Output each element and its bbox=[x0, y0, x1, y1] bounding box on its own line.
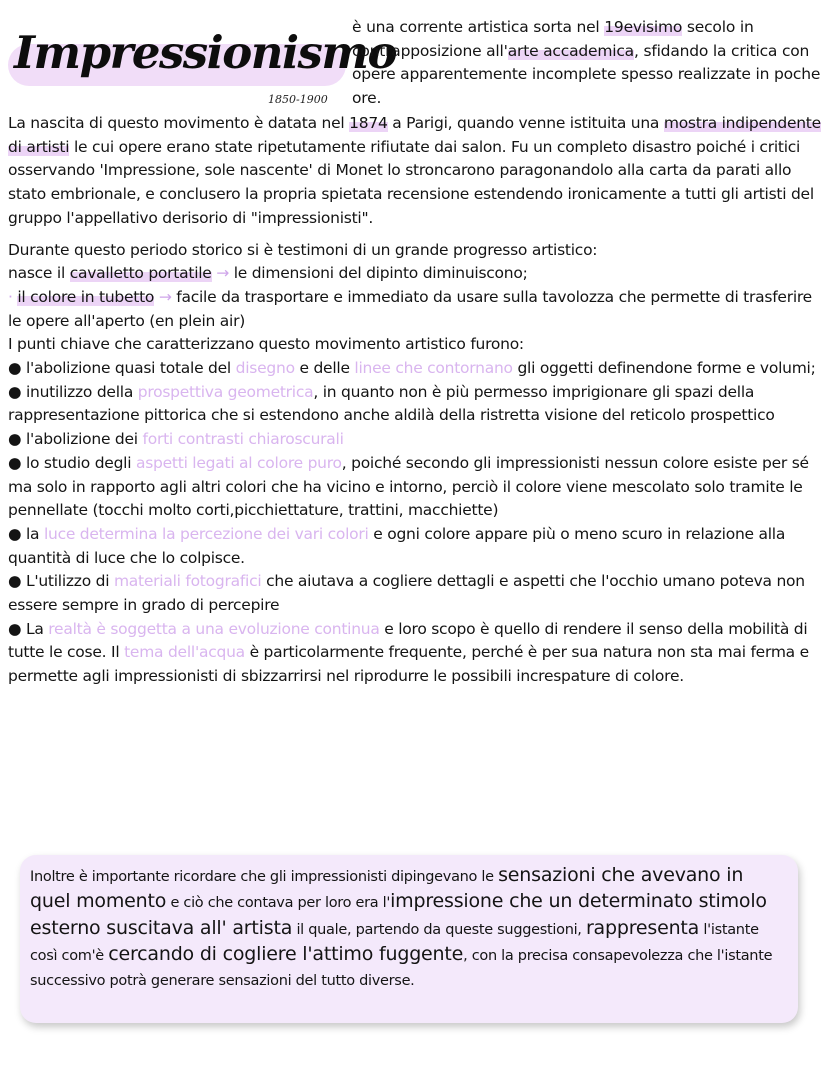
key-point-text: che aiutava a cogliere dettagli e aspetti che l'occhio umano poteva non essere sempre in grado di percepire bbox=[8, 572, 805, 615]
bullet-icon: ● bbox=[8, 453, 26, 472]
key-point-text: inutilizzo della bbox=[25, 382, 138, 401]
key-point bbox=[8, 618, 822, 689]
main-text bbox=[8, 112, 822, 689]
key-point-text: e loro scopo è quello di rendere il senso della mobilità di tutte le cose. Il bbox=[8, 619, 808, 662]
header bbox=[0, 0, 828, 112]
birth-text: La nascita di questo movimento è datata nel bbox=[8, 114, 350, 132]
summary-emphasis: impressione che un determinato stimolo esterno suscitava all' artista bbox=[30, 890, 767, 939]
key-point bbox=[8, 428, 822, 452]
key-point-text: l'abolizione quasi totale del bbox=[25, 359, 236, 378]
arrow-icon: → bbox=[211, 264, 234, 283]
key-point-text: e ogni colore appare più o meno scuro in relazione alla quantità di luce che lo colpisce. bbox=[8, 524, 786, 567]
page-title: Impressionismo bbox=[14, 26, 397, 79]
bullet-icon: ● bbox=[8, 619, 26, 638]
easel-text: le dimensioni del dipinto diminuiscono; bbox=[233, 264, 528, 283]
century-highlight: 19evisimo bbox=[604, 18, 683, 36]
intro-text: , sfidando la critica con opere apparentemente incomplete spesso realizzate in poche ore. bbox=[352, 41, 821, 107]
intro-text: secolo in contrapposizione all' bbox=[352, 18, 754, 60]
title-block bbox=[6, 14, 397, 112]
key-point bbox=[8, 452, 822, 523]
summary-box bbox=[20, 855, 798, 1023]
key-term: tema dell'acqua bbox=[124, 643, 245, 662]
summary-part: e ciò che contava per loro era l' bbox=[166, 895, 391, 912]
key-term: luce determina la percezione dei vari colori bbox=[43, 524, 369, 543]
key-point bbox=[8, 357, 822, 381]
key-point-text: è particolarmente frequente, perché è per sua natura non sta mai ferma e permette agli impressionisti di sbizzarrirsi nel riprodurre le possibili increspature di colore. bbox=[8, 643, 809, 686]
birth-paragraph bbox=[8, 112, 822, 231]
easel-line bbox=[8, 262, 822, 286]
key-point-text: e delle bbox=[294, 359, 355, 378]
summary-part: Inoltre è importante ricordare che gli impressionisti dipingevano le bbox=[30, 869, 499, 885]
bullet-icon: ● bbox=[8, 524, 26, 543]
exhibition-highlight: mostra indipendente di artisti bbox=[8, 114, 821, 156]
tube-line bbox=[8, 286, 822, 333]
key-point bbox=[8, 523, 822, 570]
tube-highlight: il colore in tubetto bbox=[17, 287, 155, 306]
easel-highlight: cavalletto portatile bbox=[69, 264, 212, 283]
key-point-text: , in quanto non è più permesso imprigionare gli spazi della rappresentazione pittorica che si estendono anche aldilà della ristretta visione del reticolo prospettico bbox=[8, 382, 775, 425]
tube-text: facile da trasportare e immediato da usare sulla tavolozza che permette di trasferire le opere all'aperto (en plein air) bbox=[8, 287, 812, 330]
bullet-icon: ● bbox=[8, 359, 26, 378]
summary-part: l'istante così com'è bbox=[30, 921, 759, 965]
key-term: materiali fotografici bbox=[113, 572, 262, 591]
academic-art-highlight: arte accademica bbox=[507, 41, 634, 60]
summary-part: il quale, partendo da queste suggestioni, bbox=[292, 921, 586, 938]
intro-paragraph bbox=[352, 16, 824, 110]
key-term: linee che contornano bbox=[354, 359, 513, 378]
summary-part: , con la precisa consapevolezza che l'istante successivo potrà generare sensazioni del tutto diverse. bbox=[30, 948, 773, 989]
dot-icon: · bbox=[8, 287, 18, 306]
key-term: disegno bbox=[235, 359, 295, 378]
date-range: 1850-1900 bbox=[268, 93, 328, 106]
year-highlight: 1874 bbox=[349, 114, 388, 132]
key-point-text: la bbox=[25, 524, 44, 543]
key-point-text: gli oggetti definendone forme e volumi; bbox=[512, 359, 816, 378]
key-term: forti contrasti chiaroscurali bbox=[142, 430, 344, 449]
key-point-text: lo studio degli bbox=[25, 453, 136, 472]
key-point bbox=[8, 381, 822, 428]
birth-text: a Parigi, quando venne istituita una bbox=[387, 114, 664, 132]
summary-emphasis: rappresenta bbox=[585, 916, 700, 939]
progress-intro: Durante questo periodo storico si è testimoni di un grande progresso artistico: bbox=[8, 240, 598, 259]
bullet-icon: ● bbox=[8, 572, 26, 591]
intro-text: è una corrente artistica sorta nel bbox=[352, 18, 605, 36]
birth-text: le cui opere erano state ripetutamente rifiutate dai salon. Fu un completo disastro poiché i critici osservando 'Impressione, sole nascente' di Monet lo stroncarono paragonandolo alla carta da parati allo stato embrionale, e conclusero la propria spietata recensione estendendo ironicamente a tutti gli artisti del gruppo l'appellativo derisorio di "impressionisti". bbox=[8, 137, 814, 227]
key-term: prospettiva geometrica bbox=[137, 382, 314, 401]
bullet-icon: ● bbox=[8, 430, 26, 449]
key-point-text: l'abolizione dei bbox=[25, 430, 143, 449]
summary-emphasis: sensazioni che avevano in quel momento bbox=[30, 864, 744, 913]
summary-text bbox=[20, 855, 798, 993]
key-point bbox=[8, 570, 822, 617]
key-point-text: La bbox=[25, 619, 49, 638]
arrow-icon: → bbox=[154, 287, 177, 306]
key-term: aspetti legati al colore puro bbox=[135, 453, 342, 472]
key-points-intro: I punti chiave che caratterizzano questo movimento artistico furono: bbox=[8, 335, 524, 354]
bullet-icon: ● bbox=[8, 382, 26, 401]
easel-prefix: nasce il bbox=[8, 264, 70, 283]
summary-emphasis: cercando di cogliere l'attimo fuggente bbox=[108, 943, 464, 966]
key-term: realtà è soggetta a una evoluzione continua bbox=[48, 619, 380, 638]
key-point-text: L'utilizzo di bbox=[25, 572, 114, 591]
key-point-text: , poiché secondo gli impressionisti nessun colore esiste per sé ma solo in rapporto agli altri colori che ha vicino e intorno, perciò il colore viene mescolato solo tramite le pennellate (tocchi molto corti,picchiettature, trattini, macchiette) bbox=[8, 453, 809, 520]
